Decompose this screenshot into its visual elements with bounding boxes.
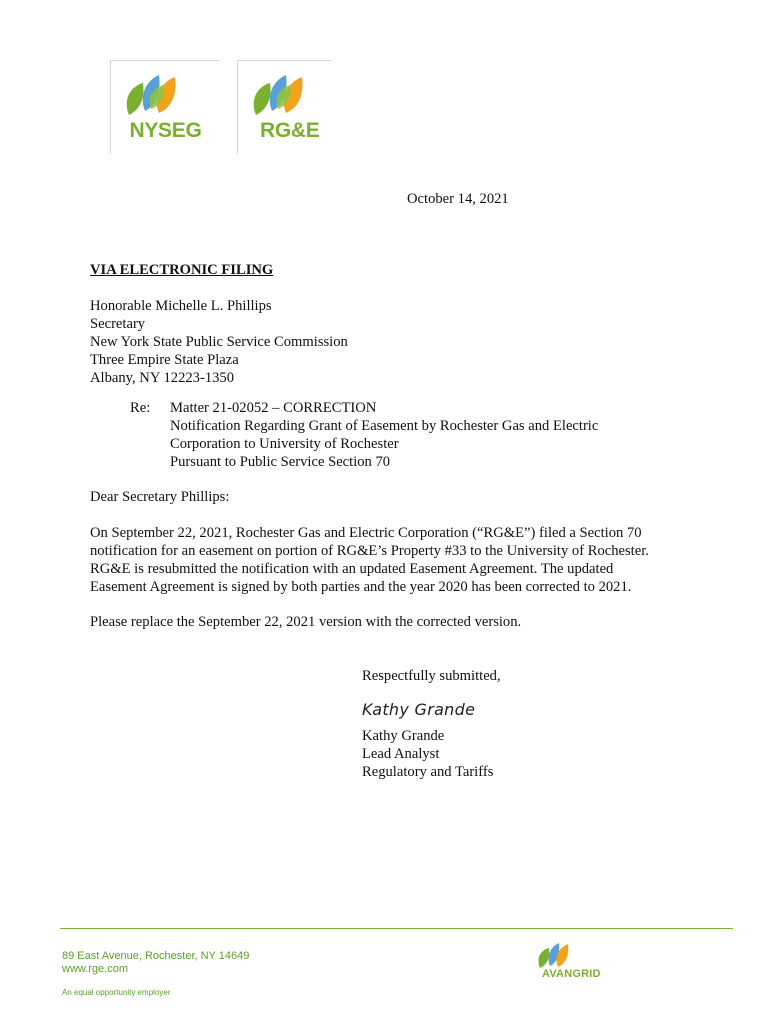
body-line: Easement Agreement is signed by both parties and the year 2020 has been corrected to 2021.: [90, 579, 632, 595]
recipient-line: Three Empire State Plaza: [90, 352, 239, 368]
recipient-line: Albany, NY 12223-1350: [90, 370, 235, 386]
recipient-line: New York State Public Service Commission: [90, 334, 348, 350]
body-line: RG&E is resubmitted the notification with an updated Easement Agreement. The updated: [90, 561, 614, 577]
re-subject: [170, 399, 598, 471]
leaf-icon: [248, 71, 318, 119]
letter-date: October 14, 2021: [407, 191, 509, 207]
nyseg-wordmark: NYSEG: [129, 119, 202, 142]
footer-street: 89 East Avenue, Rochester, NY 14649: [62, 950, 250, 962]
nyseg-logo: [110, 60, 220, 154]
footer-divider: [60, 928, 733, 929]
rge-wordmark: RG&E: [260, 119, 320, 142]
equal-opportunity-note: An equal opportunity employer: [62, 988, 171, 997]
avangrid-wordmark: AVANGRID: [542, 968, 601, 980]
avangrid-logo: [532, 940, 612, 984]
re-line: Notification Regarding Grant of Easement by Rochester Gas and Electric: [170, 418, 599, 434]
filing-method: VIA ELECTRONIC FILING: [90, 262, 274, 278]
re-line: Pursuant to Public Service Section 70: [170, 454, 391, 470]
leaf-icon: [536, 940, 576, 970]
handwritten-signature: Kathy Grande: [362, 700, 476, 719]
signer-name: Kathy Grande: [362, 728, 445, 744]
body-paragraph-2: Please replace the September 22, 2021 version with the corrected version.: [90, 614, 522, 630]
body-line: On September 22, 2021, Rochester Gas and Electric Corporation (“RG&E”) filed a Section 70: [90, 525, 642, 541]
re-line: Matter 21-02052 – CORRECTION: [170, 400, 377, 416]
recipient-address: [90, 297, 348, 387]
footer-website: www.rge.com: [62, 963, 129, 975]
body-paragraph: [90, 524, 649, 596]
closing: Respectfully submitted,: [362, 668, 501, 684]
rge-logo: [237, 60, 332, 154]
signer-block: [362, 727, 493, 781]
signer-department: Regulatory and Tariffs: [362, 764, 494, 780]
leaf-icon: [121, 71, 191, 119]
re-label: Re:: [130, 400, 151, 416]
signer-title: Lead Analyst: [362, 746, 440, 762]
re-line: Corporation to University of Rochester: [170, 436, 399, 452]
recipient-line: Honorable Michelle L. Phillips: [90, 298, 272, 314]
footer-address: [62, 950, 249, 976]
body-line: notification for an easement on portion of RG&E’s Property #33 to the University of Rochester.: [90, 543, 649, 559]
recipient-line: Secretary: [90, 316, 146, 332]
salutation: Dear Secretary Phillips:: [90, 489, 230, 505]
